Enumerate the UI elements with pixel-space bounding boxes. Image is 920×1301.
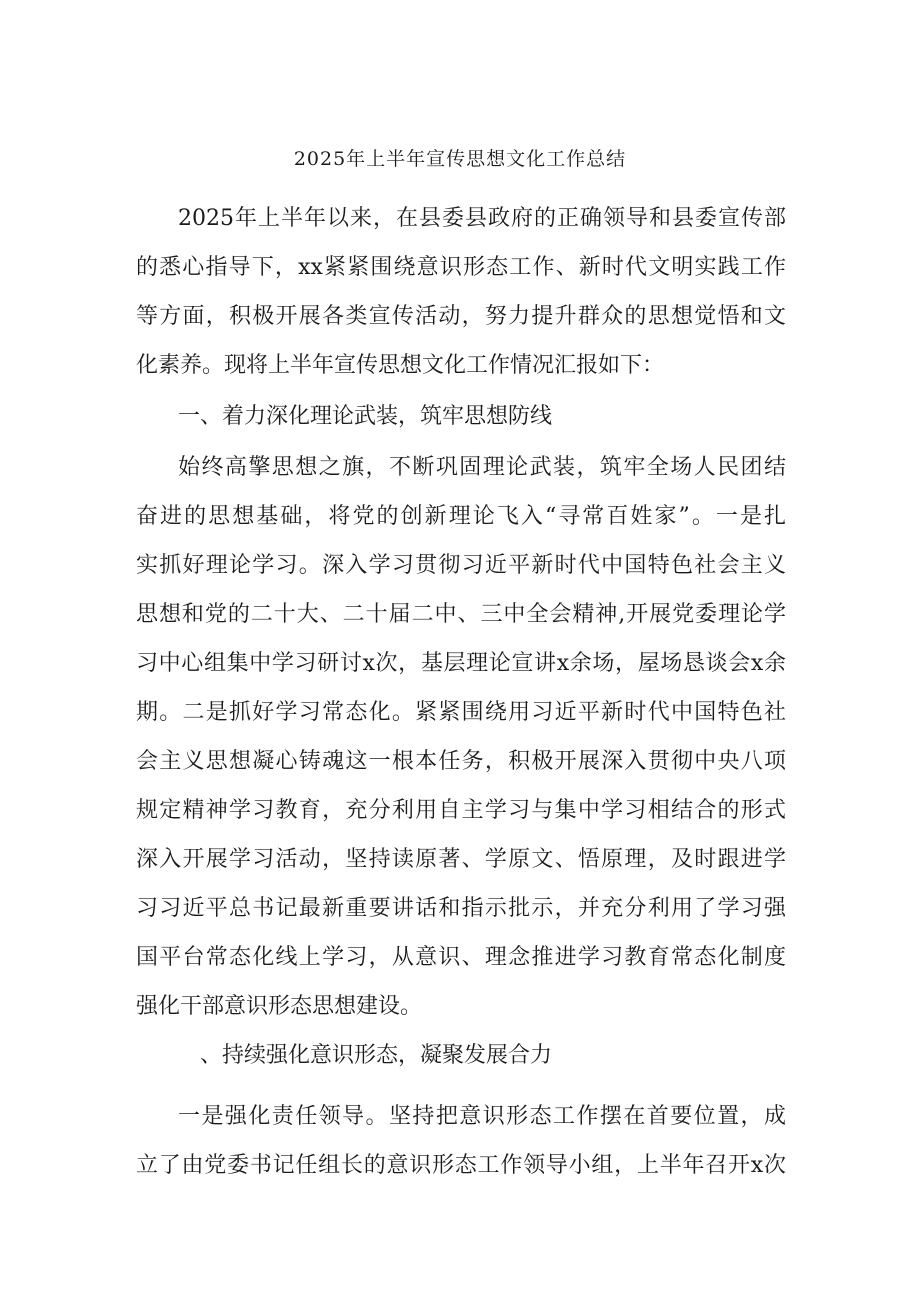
paragraph-line: 期。二是抓好学习常态化。紧紧围绕用习近平新时代中国特色社 [136, 700, 786, 725]
paragraph-line: 立了由党委书记任组长的意识形态工作领导小组，上半年召开x次 [136, 1153, 786, 1178]
paragraph-line: 规定精神学习教育，充分利用自主学习与集中学习相结合的形式 [136, 798, 786, 823]
paragraph-line: 强化干部意识形态思想建设。 [136, 994, 423, 1019]
paragraph-line: 等方面，积极开展各类宣传活动，努力提升群众的思想觉悟和文 [136, 304, 786, 329]
paragraph-line: 一是强化责任领导。坚持把意识形态工作摆在首要位置，成 [178, 1104, 786, 1129]
document-title: 2025年上半年宣传思想文化工作总结 [293, 148, 627, 170]
section-heading: 、持续强化意识形态，凝聚发展合力 [200, 1043, 553, 1068]
paragraph-line: 奋进的思想基础，将党的创新理论飞入“寻常百姓家”。一是扎 [136, 504, 786, 529]
paragraph-line: 始终高擎思想之旗，不断巩固理论武装，筑牢全场人民团结 [178, 455, 786, 480]
paragraph-line: 深入开展学习活动，坚持读原著、学原文、悟原理，及时跟进学 [136, 847, 786, 872]
paragraph-line: 化素养。现将上半年宣传思想文化工作情况汇报如下： [136, 353, 665, 378]
section-heading: 一、着力深化理论武装，筑牢思想防线 [178, 404, 553, 429]
paragraph-line: 实抓好理论学习。深入学习贯彻习近平新时代中国特色社会主义 [136, 553, 786, 578]
paragraph-line: 的悉心指导下，xx紧紧围绕意识形态工作、新时代文明实践工作 [136, 255, 786, 280]
paragraph-line: 习习近平总书记最新重要讲话和指示批示，并充分利用了学习强 [136, 896, 786, 921]
paragraph-line: 会主义思想凝心铸魂这一根本任务，积极开展深入贯彻中央八项 [136, 749, 786, 774]
paragraph-line: 习中心组集中学习研讨x次，基层理论宣讲x余场，屋场恳谈会x余 [136, 651, 786, 676]
paragraph-line: 2025年上半年以来，在县委县政府的正确领导和县委宣传部 [178, 206, 786, 231]
paragraph-line: 国平台常态化线上学习，从意识、理念推进学习教育常态化制度 [136, 945, 786, 970]
paragraph-line: 思想和党的二十大、二十届二中、三中全会精神,开展党委理论学 [136, 602, 786, 627]
